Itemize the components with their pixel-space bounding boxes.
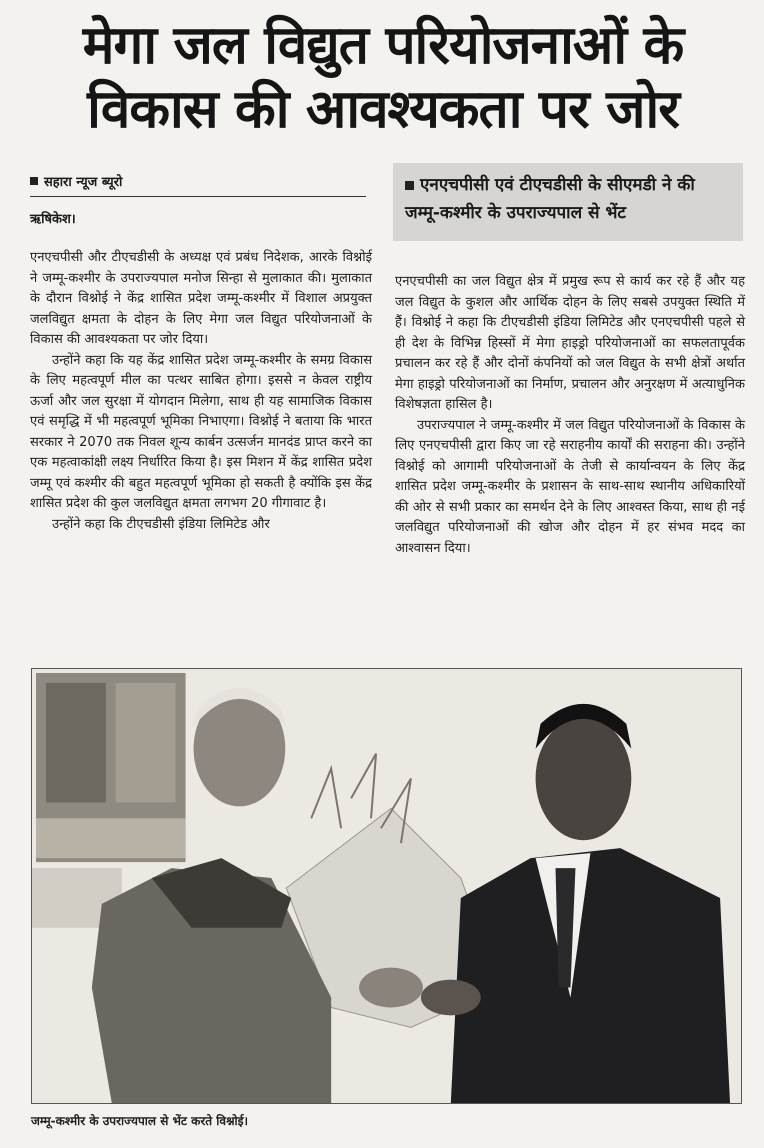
byline-text: सहारा न्यूज ब्यूरो: [44, 175, 123, 190]
bullet-square-icon: [30, 177, 38, 185]
bullet-square-icon: [405, 181, 414, 190]
byline-block: [30, 172, 366, 227]
byline: [30, 172, 366, 197]
subheadline: एनएचपीसी एवं टीएचडीसी के सीएमडी ने की जम्मू-कश्मीर के उपराज्यपाल से भेंट: [405, 175, 695, 223]
subheadline-box: [393, 163, 743, 241]
photo-illustration: [32, 669, 741, 1103]
photo-caption: जम्मू-कश्मीर के उपराज्यपाल से भेंट करते विश्नोई।: [31, 1114, 249, 1128]
paragraph: उन्होंने कहा कि यह केंद्र शासित प्रदेश जम्मू-कश्मीर के समग्र विकास के लिए महत्वपूर्ण मील का पत्थर साबित होगा। इससे न केवल राष्ट्रीय ऊर्जा और जल सुरक्षा में योगदान मिलेगा, साथ ही यह सामाजिक विकास एवं समृद्धि में भी महत्वपूर्ण भूमिका निभाएगा। विश्नोई ने बताया कि भारत सरकार ने 2070 तक निवल शून्य कार्बन उत्सर्जन मानदंड प्राप्त करने का एक महत्वाकांक्षी लक्ष्य निर्धारित किया है। इस मिशन में केंद्र शासित प्रदेश जम्मू एवं कश्मीर की बहुत महत्वपूर्ण भूमिका हो सकती है क्योंकि इस केंद्र शासित प्रदेश की कुल जलविद्युत क्षमता लगभग 20 गीगावाट है।: [30, 352, 372, 511]
paragraph: उन्होंने कहा कि टीएचडीसी इंडिया लिमिटेड और: [52, 516, 270, 532]
paragraph: उपराज्यपाल ने जम्मू-कश्मीर में जल विद्युत परियोजनाओं के विकास के लिए एनएचपीसी द्वारा किए जा रहे सराहनीय कार्यों की सराहना की। उन्होंने विश्नोई को आगामी परियोजनाओं के तेजी से कार्यान्वयन के लिए केंद्र शासित प्रदेश जम्मू-कश्मीर के प्रशासन के साथ-साथ स्थानीय अधिकारियों की ओर से सभी प्रकार का समर्थन देने के लिए आश्वस्त किया, साथ ही नई जलविद्युत परियोजनाओं की खोज और दोहन में हर संभव मदद का आश्वासन दिया।: [395, 417, 745, 556]
paragraph: एनएचपीसी और टीएचडीसी के अध्यक्ष एवं प्रबंध निदेशक, आरके विश्नोई ने जम्मू-कश्मीर के उपराज्यपाल मनोज सिन्हा से मुलाकात की। मुलाकात के दौरान विश्नोई ने केंद्र शासित प्रदेश जम्मू-कश्मीर में विशाल अप्रयुक्त जलविद्युत क्षमता के दोहन के लिए मेगा जल विद्युत परियोजनाओं के विकास की आवश्यकता पर जोर दिया।: [30, 250, 372, 347]
article-column-left: [30, 248, 372, 535]
article-column-right: [395, 272, 745, 559]
headline: मेगा जल विद्युत परियोजनाओं के विकास की आवश्यकता पर जोर: [82, 15, 684, 140]
dateline: ऋषिकेश।: [30, 212, 76, 227]
news-photo: [31, 668, 742, 1104]
paragraph: एनएचपीसी का जल विद्युत क्षेत्र में प्रमुख रूप से कार्य कर रहे हैं और यह जल विद्युत के कुशल और आर्थिक दोहन के लिए सबसे उपयुक्त स्थिति में हैं। विश्नोई ने कहा कि टीएचडीसी इंडिया लिमिटेड और एनएचपीसी पहले से ही देश के विभिन्न हिस्सों में मेगा हाइड्रो परियोजनाओं का सफलतापूर्वक प्रचालन कर रहे हैं और दोनों कंपनियों को जल विद्युत के सभी क्षेत्रों अर्थात मेगा हाइड्रो परियोजनाओं का निर्माण, प्रचालन और अनुरक्षण में अत्याधुनिक विशेषज्ञता हासिल है।: [395, 274, 745, 412]
